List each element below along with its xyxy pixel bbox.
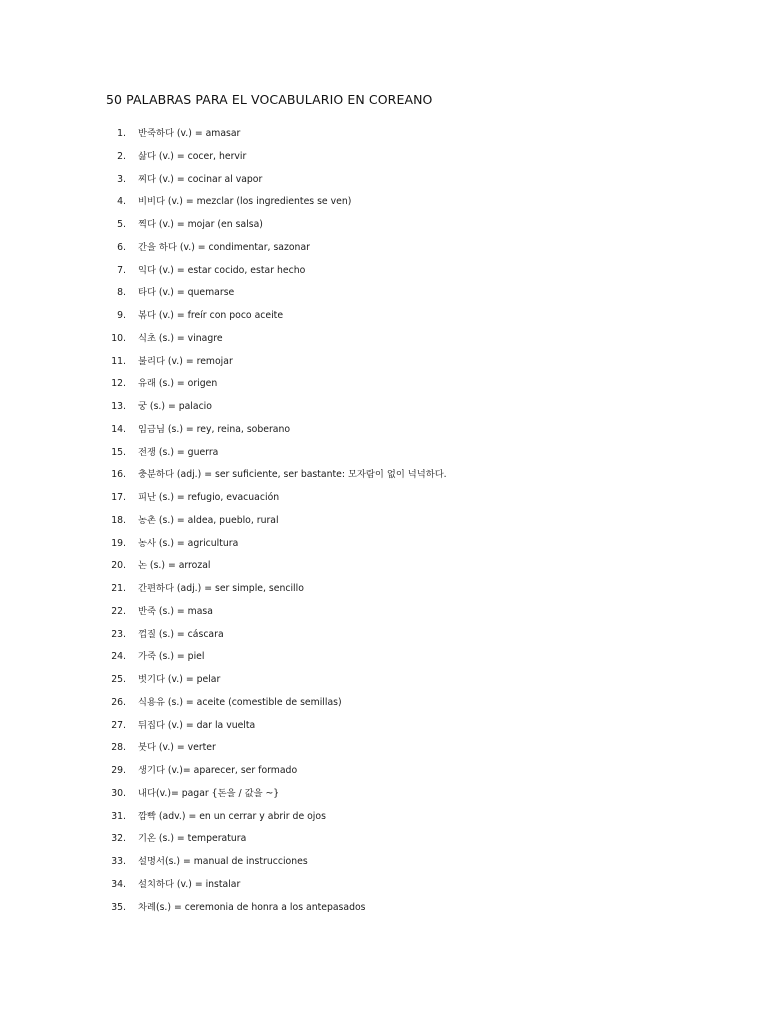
item-number: 15.	[111, 446, 126, 458]
item-number: 26.	[111, 696, 126, 708]
item-number: 19.	[111, 537, 126, 549]
item-text: 설치하다 (v.) = instalar	[138, 878, 241, 890]
item-text: 궁 (s.) = palacio	[138, 401, 212, 412]
item-number: 18.	[111, 514, 126, 526]
item-number: 21.	[111, 583, 126, 594]
item-text: 농사 (s.) = agricultura	[138, 537, 239, 549]
item-text: 임금님 (s.) = rey, reina, soberano	[138, 423, 291, 435]
item-text: 차례(s.) = ceremonia de honra a los antepasados	[138, 901, 366, 913]
item-text: 생기다 (v.)= aparecer, ser formado	[138, 765, 298, 776]
item-number: 11.	[111, 355, 126, 367]
item-number: 9.	[117, 310, 126, 321]
item-text: 유래 (s.) = origen	[138, 378, 218, 390]
item-number: 6.	[117, 241, 126, 253]
item-number: 31.	[111, 810, 126, 822]
item-text: 익다 (v.) = estar cocido, estar hecho	[138, 264, 306, 276]
item-text: 삶다 (v.) = cocer, hervir	[138, 150, 247, 162]
document-title: 50 PALABRAS PARA EL VOCABULARIO EN COREANO	[106, 92, 433, 107]
item-number: 3.	[117, 173, 126, 185]
item-text: 찌다 (v.) = cocinar al vapor	[138, 173, 263, 185]
item-number: 23.	[111, 628, 126, 640]
item-number: 32.	[111, 833, 126, 845]
item-number: 2.	[117, 150, 126, 162]
item-text: 기온 (s.) = temperatura	[138, 833, 247, 845]
item-number: 34.	[111, 878, 126, 890]
item-number: 35.	[111, 901, 126, 913]
item-text: 충분하다 (adj.) = ser suficiente, ser bastante: 모자람이 없이 넉넉하다.	[138, 469, 447, 481]
item-number: 8.	[117, 287, 126, 299]
item-number: 28.	[111, 742, 126, 754]
item-number: 7.	[117, 264, 126, 276]
item-text: 전쟁 (s.) = guerra	[138, 446, 219, 458]
item-text: 깜빡 (adv.) = en un cerrar y abrir de ojos	[138, 810, 326, 822]
item-number: 29.	[111, 765, 126, 776]
item-number: 25.	[111, 674, 126, 685]
item-text: 반죽 (s.) = masa	[138, 605, 213, 617]
item-text: 벗기다 (v.) = pelar	[138, 674, 221, 685]
item-number: 30.	[111, 787, 126, 799]
item-number: 4.	[117, 196, 126, 208]
item-number: 12.	[111, 378, 126, 390]
item-number: 5.	[117, 219, 126, 230]
item-text: 간을 하다 (v.) = condimentar, sazonar	[138, 241, 310, 253]
item-text: 간편하다 (adj.) = ser simple, sencillo	[138, 583, 304, 594]
item-number: 1.	[117, 128, 126, 139]
item-text: 타다 (v.) = quemarse	[138, 287, 235, 299]
item-text: 찍다 (v.) = mojar (en salsa)	[138, 219, 263, 230]
item-text: 반죽하다 (v.) = amasar	[138, 128, 241, 139]
item-number: 17.	[111, 492, 126, 503]
item-number: 20.	[111, 560, 126, 572]
item-text: 식용유 (s.) = aceite (comestible de semillas)	[138, 696, 342, 708]
item-text: 뒤집다 (v.) = dar la vuelta	[138, 719, 256, 731]
item-number: 16.	[111, 469, 126, 481]
item-text: 비비다 (v.) = mezclar (los ingredientes se ven)	[138, 196, 352, 208]
item-number: 33.	[111, 856, 126, 867]
item-number: 27.	[111, 719, 126, 731]
item-number: 14.	[111, 423, 126, 435]
item-text: 농촌 (s.) = aldea, pueblo, rural	[138, 514, 279, 526]
item-text: 설명서(s.) = manual de instrucciones	[138, 856, 308, 867]
item-text: 껍질 (s.) = cáscara	[138, 628, 224, 640]
item-number: 22.	[111, 605, 126, 617]
item-text: 논 (s.) = arrozal	[138, 560, 211, 572]
item-text: 식초 (s.) = vinagre	[138, 332, 223, 344]
item-number: 13.	[111, 401, 126, 412]
item-text: 내다(v.)= pagar {돈을 / 값을 ~}	[138, 787, 280, 799]
item-text: 가죽 (s.) = piel	[138, 651, 205, 663]
item-number: 24.	[111, 651, 126, 663]
item-text: 붓다 (v.) = verter	[138, 742, 216, 754]
item-text: 불리다 (v.) = remojar	[138, 355, 233, 367]
item-text: 볶다 (v.) = freír con poco aceite	[138, 310, 284, 321]
item-number: 10.	[111, 332, 126, 344]
item-text: 피난 (s.) = refugio, evacuación	[138, 492, 280, 503]
